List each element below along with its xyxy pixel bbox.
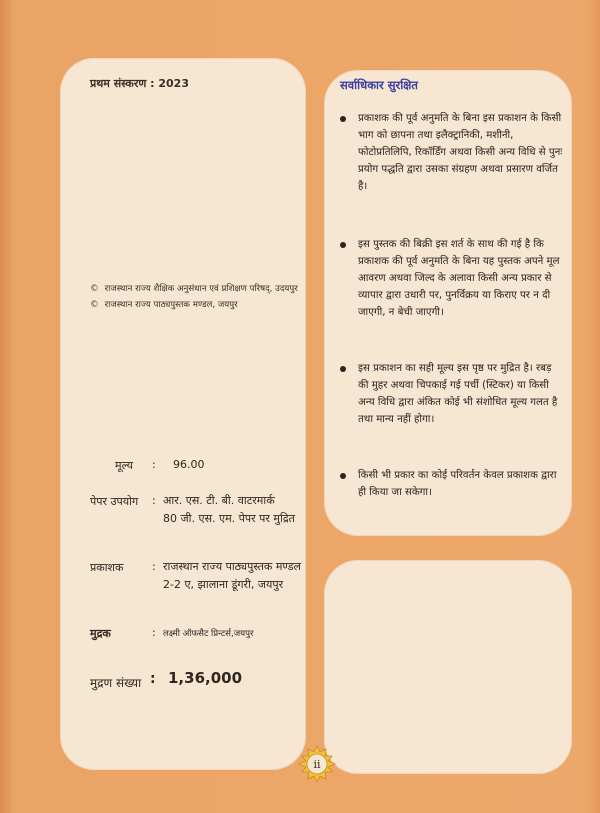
copyright-text: राजस्थान राज्य शैक्षिक अनुसंधान एवं प्रशिक्षण परिषद्, उदयपुर <box>104 284 298 294</box>
separator: : <box>150 671 156 687</box>
rights-title: सर्वाधिकार सुरक्षित <box>340 78 418 92</box>
copyright-line <box>90 298 238 310</box>
bullet-icon <box>340 116 346 122</box>
separator: : <box>152 626 156 639</box>
empty-panel <box>324 560 572 774</box>
copyright-text: राजस्थान राज्य पाठ्यपुस्तक मण्डल, जयपुर <box>104 300 238 310</box>
paper-line-2: 80 जी. एस. एम. पेपर पर मुद्रित <box>163 512 295 525</box>
bullet-text: किसी भी प्रकार का कोई परिवर्तन केवल प्रकाशक द्वारा ही किया जा सकेगा। <box>358 470 557 498</box>
copyright-icon: © <box>90 284 99 294</box>
edition-label: प्रथम संस्करण : 2023 <box>90 77 189 90</box>
paper-line-1: आर. एस. टी. बी. वाटरमार्क <box>163 494 275 507</box>
list-item <box>340 360 564 428</box>
publisher-line-1: राजस्थान राज्य पाठ्यपुस्तक मण्डल <box>163 560 301 573</box>
separator: : <box>152 560 156 573</box>
publisher-label: प्रकाशक <box>90 561 124 574</box>
printer-label: मुद्रक <box>90 627 111 640</box>
page-number-badge <box>297 744 337 784</box>
price-label: मूल्य <box>115 459 133 472</box>
printer-value: लक्ष्मी ऑफसैट प्रिन्टर्स,जयपुर <box>163 629 254 639</box>
paper-label: पेपर उपयोग <box>90 495 139 508</box>
page-number: ii <box>313 757 321 771</box>
publisher-line-2: 2-2 ए, झालाना डूंगरी, जयपुर <box>163 578 284 591</box>
bullet-icon <box>340 242 346 248</box>
price-value: 96.00 <box>173 458 205 471</box>
separator: : <box>152 494 156 507</box>
list-item <box>340 110 564 195</box>
print-count-label: मुद्रण संख्या <box>90 676 142 690</box>
bullet-text: इस पुस्तक की बिक्री इस शर्त के साथ की गई है कि प्रकाशक की पूर्व अनुमति के बिना यह पुस्तक अपने मूल आवरण अथवा जिल्द के अलावा किसी अन्य प्रकार से व्यापार द्वारा उधारी पर, पुनर्विक्रय या किराए पर न दी जाएगी, न बेची जाएगी। <box>358 239 560 318</box>
bullet-text: इस प्रकाशन का सही मूल्य इस पृष्ठ पर मुद्रित है। रबड़ की मुहर अथवा चिपकाई गई पर्ची (स्टिकर) या किसी अन्य विधि द्वारा अंकित कोई भी संशोधित मूल्य गलत है तथा मान्य नहीं होगा। <box>358 363 558 425</box>
separator: : <box>152 458 156 471</box>
bullet-icon <box>340 366 346 372</box>
bullet-icon <box>340 473 346 479</box>
left-panel <box>60 58 306 770</box>
list-item <box>340 236 564 321</box>
copyright-line <box>90 282 298 294</box>
print-count-value: 1,36,000 <box>168 669 243 687</box>
bullet-text: प्रकाशक की पूर्व अनुमति के बिना इस प्रकाशन के किसी भाग को छापना तथा इलैक्ट्रानिकी, मशीनी, फोटोप्रतिलिपि, रिकॉर्डिंग अथवा किसी अन्य विधि से पुनः प्रयोग पद्धति द्वारा उसका संग्रहण अथवा प्रसारण वर्जित है। <box>358 113 563 192</box>
list-item <box>340 467 564 501</box>
copyright-icon: © <box>90 300 99 310</box>
